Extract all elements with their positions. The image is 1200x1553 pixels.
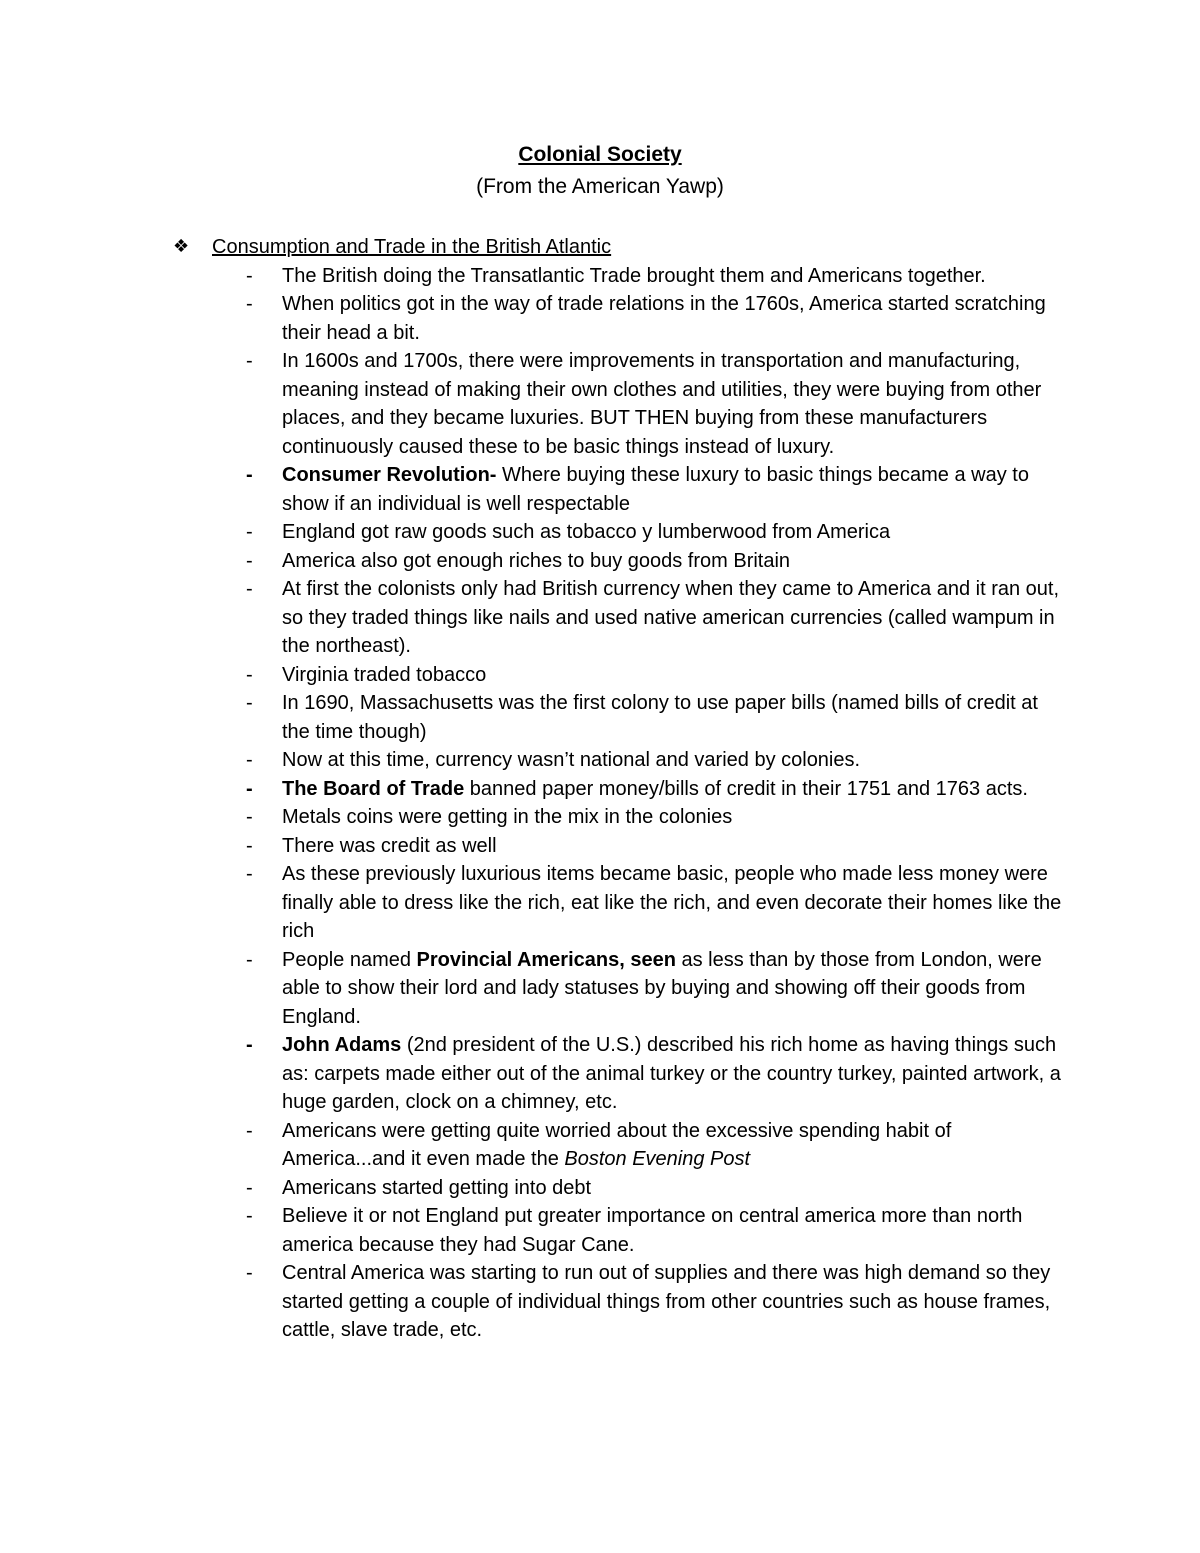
list-item xyxy=(173,262,1062,291)
list-item xyxy=(173,746,1062,775)
list-item xyxy=(173,1259,1062,1345)
item-text: The British doing the Transatlantic Trade brought them and Americans together. xyxy=(282,264,986,287)
dash-bullet: - xyxy=(246,834,253,857)
list-item xyxy=(173,689,1062,746)
list-item xyxy=(173,1202,1062,1259)
dash-bullet: - xyxy=(246,521,253,543)
list-item xyxy=(173,946,1062,1032)
item-text: At first the colonists only had British currency when they came to America and it ran out, so they traded things like nails and used native american currencies (called wampum in the northeast). xyxy=(282,578,1060,657)
item-text: When politics got in the way of trade relations in the 1760s, America started scratching their head a bit. xyxy=(282,293,1046,344)
item-text: America also got enough riches to buy goods from Britain xyxy=(282,549,791,572)
dash-bullet: - xyxy=(246,293,253,315)
item-text: Metals coins were getting in the mix in the colonies xyxy=(282,806,733,828)
dash-bullet: - xyxy=(246,1176,253,1199)
dash-bullet: - xyxy=(246,1034,253,1056)
item-text: People named xyxy=(282,948,417,971)
dash-bullet: - xyxy=(246,948,253,971)
dash-bullet: - xyxy=(246,1119,253,1142)
list-item xyxy=(173,1174,1062,1203)
item-text: As these previously luxurious items became basic, people who made less money were finally able to dress like the rich, eat like the rich, and even decorate their homes like the rich xyxy=(282,863,1062,942)
section-consumption-trade xyxy=(173,233,1073,1345)
dash-bullet: - xyxy=(246,863,253,885)
list-item xyxy=(173,775,1062,804)
dash-bullet: - xyxy=(246,692,253,714)
dash-bullet: - xyxy=(246,264,253,287)
list-item xyxy=(173,461,1062,518)
item-text: Where buying these luxury to basic things became a way to show if an individual is well respectable xyxy=(282,464,1029,515)
dash-bullet: - xyxy=(246,777,253,800)
dash-bullet: - xyxy=(246,806,253,828)
item-text: Americans started getting into debt xyxy=(282,1176,592,1199)
item-bold-term: Provincial Americans, seen xyxy=(416,948,676,971)
item-text: There was credit as well xyxy=(282,834,497,857)
item-bold-term: The Board of Trade xyxy=(282,777,465,800)
item-text: Central America was starting to run out of supplies and there was high demand so they started getting a couple of individual things from other countries such as house frames, cattle, slave trade, etc. xyxy=(282,1262,1051,1341)
item-text: Believe it or not England put greater importance on central america more than north america because they had Sugar Cane. xyxy=(282,1205,1023,1256)
list-item xyxy=(173,1031,1062,1117)
item-text: Virginia traded tobacco xyxy=(282,663,487,686)
list-item xyxy=(173,575,1062,661)
item-text: In 1690, Massachusetts was the first colony to use paper bills (named bills of credit at the time though) xyxy=(282,692,1038,743)
item-text: In 1600s and 1700s, there were improvements in transportation and manufacturing, meaning instead of making their own clothes and utilities, they were buying from other places, and they became luxuries. BUT THEN buying from these manufacturers continuously caused these to be basic things instead of luxury. xyxy=(282,350,1042,458)
item-bold-term: Consumer Revolution- xyxy=(282,464,497,486)
list-item xyxy=(173,518,1062,547)
dash-bullet: - xyxy=(246,350,253,372)
item-text: (2nd president of the U.S.) described his rich home as having things such as: carpets made either out of the animal turkey or the country turkey, painted artwork, a huge garden, clock on a chimney, etc. xyxy=(282,1034,1061,1113)
item-text: as less than by those from London, were able to show their lord and lady statuses by buying and showing off their goods from England. xyxy=(282,948,1042,1028)
list-item xyxy=(173,290,1062,347)
list-item xyxy=(173,803,1062,832)
page-subtitle: (From the American Yawp) xyxy=(476,175,724,198)
dash-bullet: - xyxy=(246,1205,253,1227)
list-item xyxy=(173,860,1062,946)
dash-bullet: - xyxy=(246,464,253,486)
item-bold-term: John Adams xyxy=(282,1034,402,1056)
item-text: England got raw goods such as tobacco y lumberwood from America xyxy=(282,521,891,543)
section-heading xyxy=(173,233,1073,262)
dash-bullet: - xyxy=(246,663,253,686)
item-text: banned paper money/bills of credit in their 1751 and 1763 acts. xyxy=(464,777,1028,800)
item-text: Now at this time, currency wasn’t national and varied by colonies. xyxy=(282,749,861,771)
dash-bullet: - xyxy=(246,578,253,600)
bullet-list xyxy=(173,262,1073,1345)
item-italic-title: Boston Evening Post xyxy=(564,1148,751,1170)
section-title: Consumption and Trade in the British Atlantic xyxy=(212,236,612,258)
list-item xyxy=(173,832,1062,861)
dash-bullet: - xyxy=(246,1262,253,1284)
list-item xyxy=(173,547,1062,576)
list-item xyxy=(173,1117,1062,1174)
page-title: Colonial Society xyxy=(518,143,682,166)
list-item xyxy=(173,661,1062,690)
list-item xyxy=(173,347,1062,461)
item-text: Americans were getting quite worried about the excessive spending habit of America...and it even made the xyxy=(282,1119,952,1170)
dash-bullet: - xyxy=(246,549,253,572)
diamond-bullet-icon: ❖ xyxy=(173,236,190,257)
dash-bullet: - xyxy=(246,749,253,771)
